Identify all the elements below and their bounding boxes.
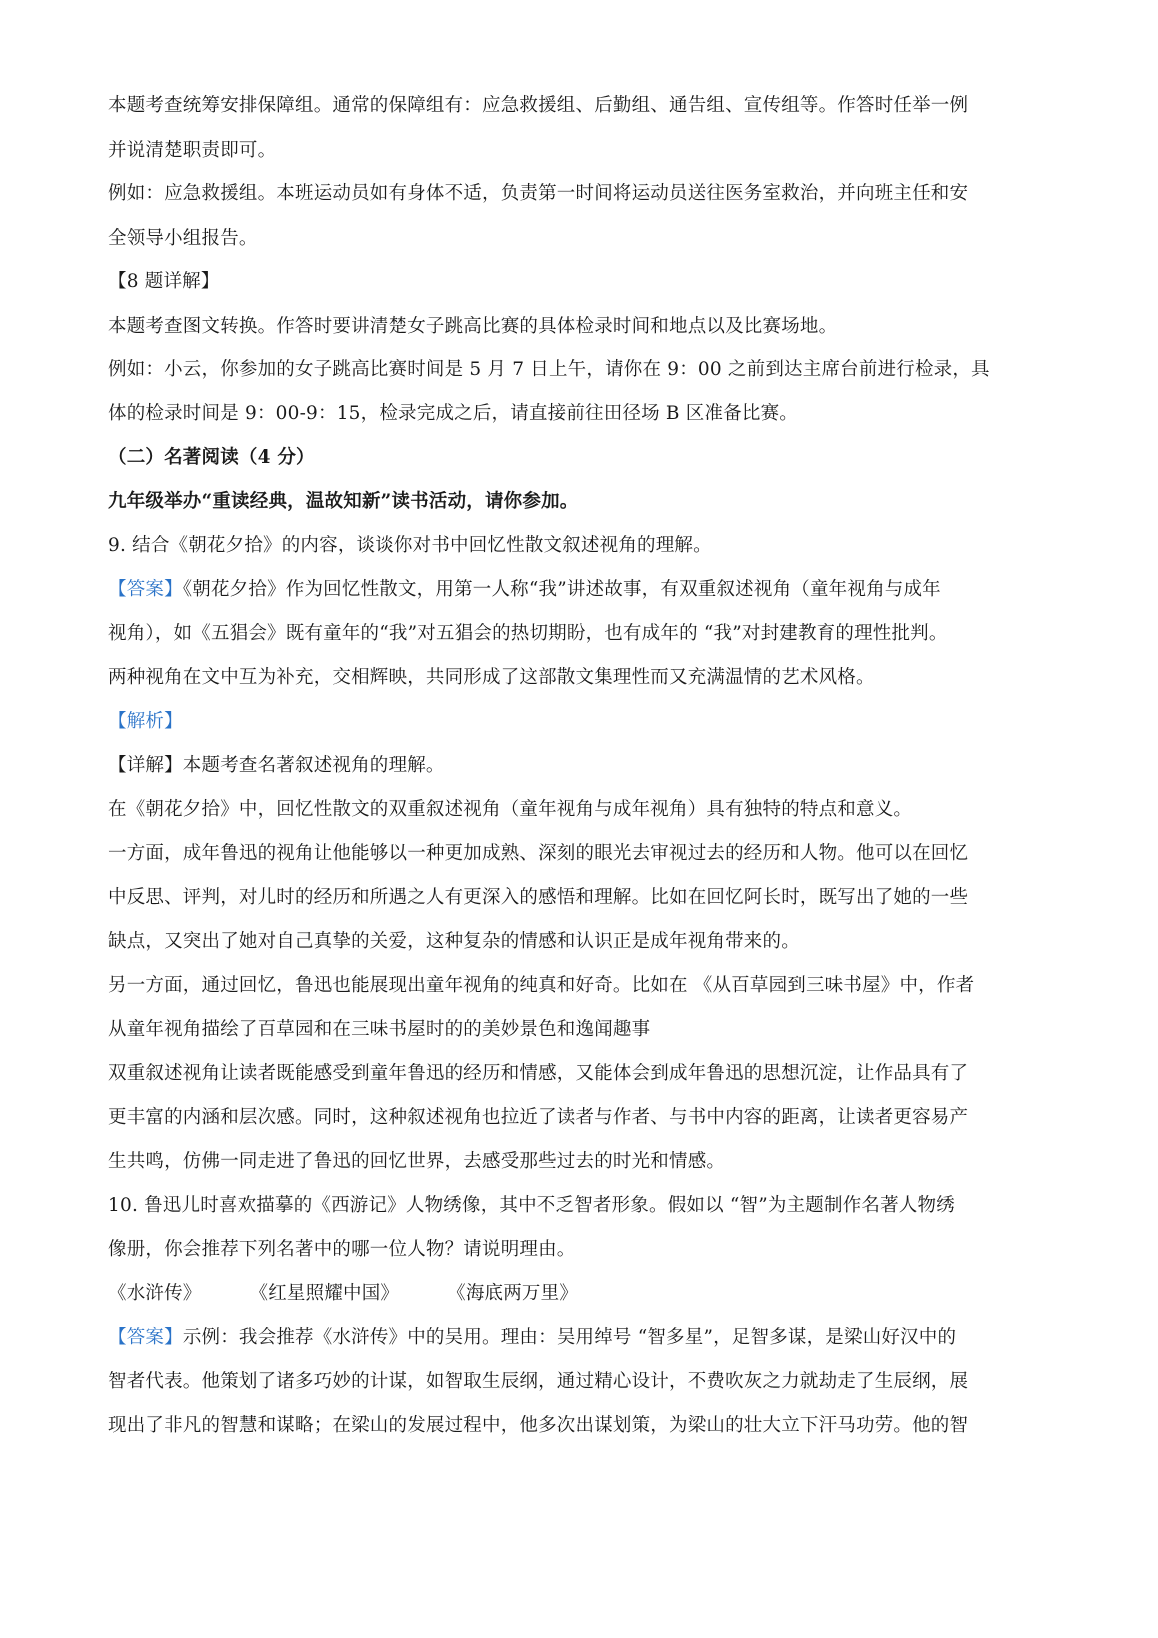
answer-line — [108, 1326, 956, 1350]
answer-line — [108, 578, 941, 602]
question-10: 10. 鲁迅儿时喜欢描摹的《西游记》人物绣像，其中不乏智者形象。假如以 “智”为主题制作名著人物绣 — [108, 1195, 955, 1216]
text-line: 像册，你会推荐下列名著中的哪一位人物？请说明理由。 — [108, 1239, 576, 1260]
text-line: 视角），如《五猖会》既有童年的“我”对五猖会的热切期盼，也有成年的 “我”对封建教育的理性批判。 — [108, 623, 948, 644]
section-heading: （二）名著阅读（4 分） — [108, 447, 315, 468]
book-item: 《水浒传》 — [108, 1283, 202, 1304]
answer-tag: 【答案】 — [108, 579, 183, 600]
text-line: 两种视角在文中互为补充，交相辉映，共同形成了这部散文集理性而又充满温情的艺术风格。 — [108, 667, 875, 688]
question-9: 9. 结合《朝花夕拾》的内容，谈谈你对书中回忆性散文叙述视角的理解。 — [108, 535, 712, 556]
answer-text: 示例：我会推荐《水浒传》中的吴用。理由：吴用绰号 “智多星”，足智多谋，是梁山好汉中的 — [182, 1327, 957, 1348]
book-item: 《红星照耀中国》 — [249, 1283, 400, 1304]
section-heading: 【8 题详解】 — [108, 271, 220, 292]
section-intro: 九年级举办“重读经典，温故知新”读书活动，请你参加。 — [108, 491, 579, 512]
text-line: 现出了非凡的智慧和谋略；在梁山的发展过程中，他多次出谋划策，为梁山的壮大立下汗马功劳。他的智 — [108, 1415, 969, 1436]
text-line: 【详解】本题考查名著叙述视角的理解。 — [108, 755, 445, 776]
text-line: 体的检录时间是 9：00-9：15，检录完成之后，请直接前往田径场 B 区准备比赛。 — [108, 403, 799, 424]
text-line: 一方面，成年鲁迅的视角让他能够以一种更加成熟、深刻的眼光去审视过去的经历和人物。他可以在回忆 — [108, 843, 969, 864]
text-line: 并说清楚职责即可。 — [108, 140, 277, 161]
text-line: 另一方面，通过回忆，鲁迅也能展现出童年视角的纯真和好奇。比如在 《从百草园到三味书屋》中，作者 — [108, 975, 975, 996]
text-line: 智者代表。他策划了诸多巧妙的计谋，如智取生辰纲，通过精心设计，不费吹灰之力就劫走了生辰纲，展 — [108, 1371, 969, 1392]
analysis-tag: 【解析】 — [108, 711, 183, 732]
text-line: 更丰富的内涵和层次感。同时，这种叙述视角也拉近了读者与作者、与书中内容的距离，让读者更容易产 — [108, 1107, 969, 1128]
answer-tag: 【答案】 — [108, 1327, 183, 1348]
book-list — [108, 1282, 578, 1306]
text-line: 在《朝花夕拾》中，回忆性散文的双重叙述视角（童年视角与成年视角）具有独特的特点和意义。 — [108, 799, 913, 820]
text-line: 从童年视角描绘了百草园和在三味书屋时的的美妙景色和逸闻趣事 — [108, 1019, 651, 1040]
text-line: 本题考查图文转换。作答时要讲清楚女子跳高比赛的具体检录时间和地点以及比赛场地。 — [108, 316, 838, 337]
text-line: 生共鸣，仿佛一同走进了鲁迅的回忆世界，去感受那些过去的时光和情感。 — [108, 1151, 726, 1172]
text-line: 缺点，又突出了她对自己真挚的关爱，这种复杂的情感和认识正是成年视角带来的。 — [108, 931, 800, 952]
answer-text: 《朝花夕拾》作为回忆性散文，用第一人称“我”讲述故事，有双重叙述视角（童年视角与成年 — [182, 579, 941, 600]
text-line: 例如：应急救援组。本班运动员如有身体不适，负责第一时间将运动员送往医务室救治，并向班主任和安 — [108, 183, 969, 204]
text-line: 本题考查统筹安排保障组。通常的保障组有：应急救援组、后勤组、通告组、宣传组等。作答时任举一例 — [108, 95, 969, 116]
text-line: 全领导小组报告。 — [108, 228, 258, 249]
book-item: 《海底两万里》 — [447, 1283, 579, 1304]
text-line: 中反思、评判，对儿时的经历和所遇之人有更深入的感悟和理解。比如在回忆阿长时，既写出了她的一些 — [108, 887, 969, 908]
text-line: 双重叙述视角让读者既能感受到童年鲁迅的经历和情感，又能体会到成年鲁迅的思想沉淀，让作品具有了 — [108, 1063, 969, 1084]
text-line: 例如：小云，你参加的女子跳高比赛时间是 5 月 7 日上午，请你在 9：00 之前到达主席台前进行检录，具 — [108, 359, 990, 380]
